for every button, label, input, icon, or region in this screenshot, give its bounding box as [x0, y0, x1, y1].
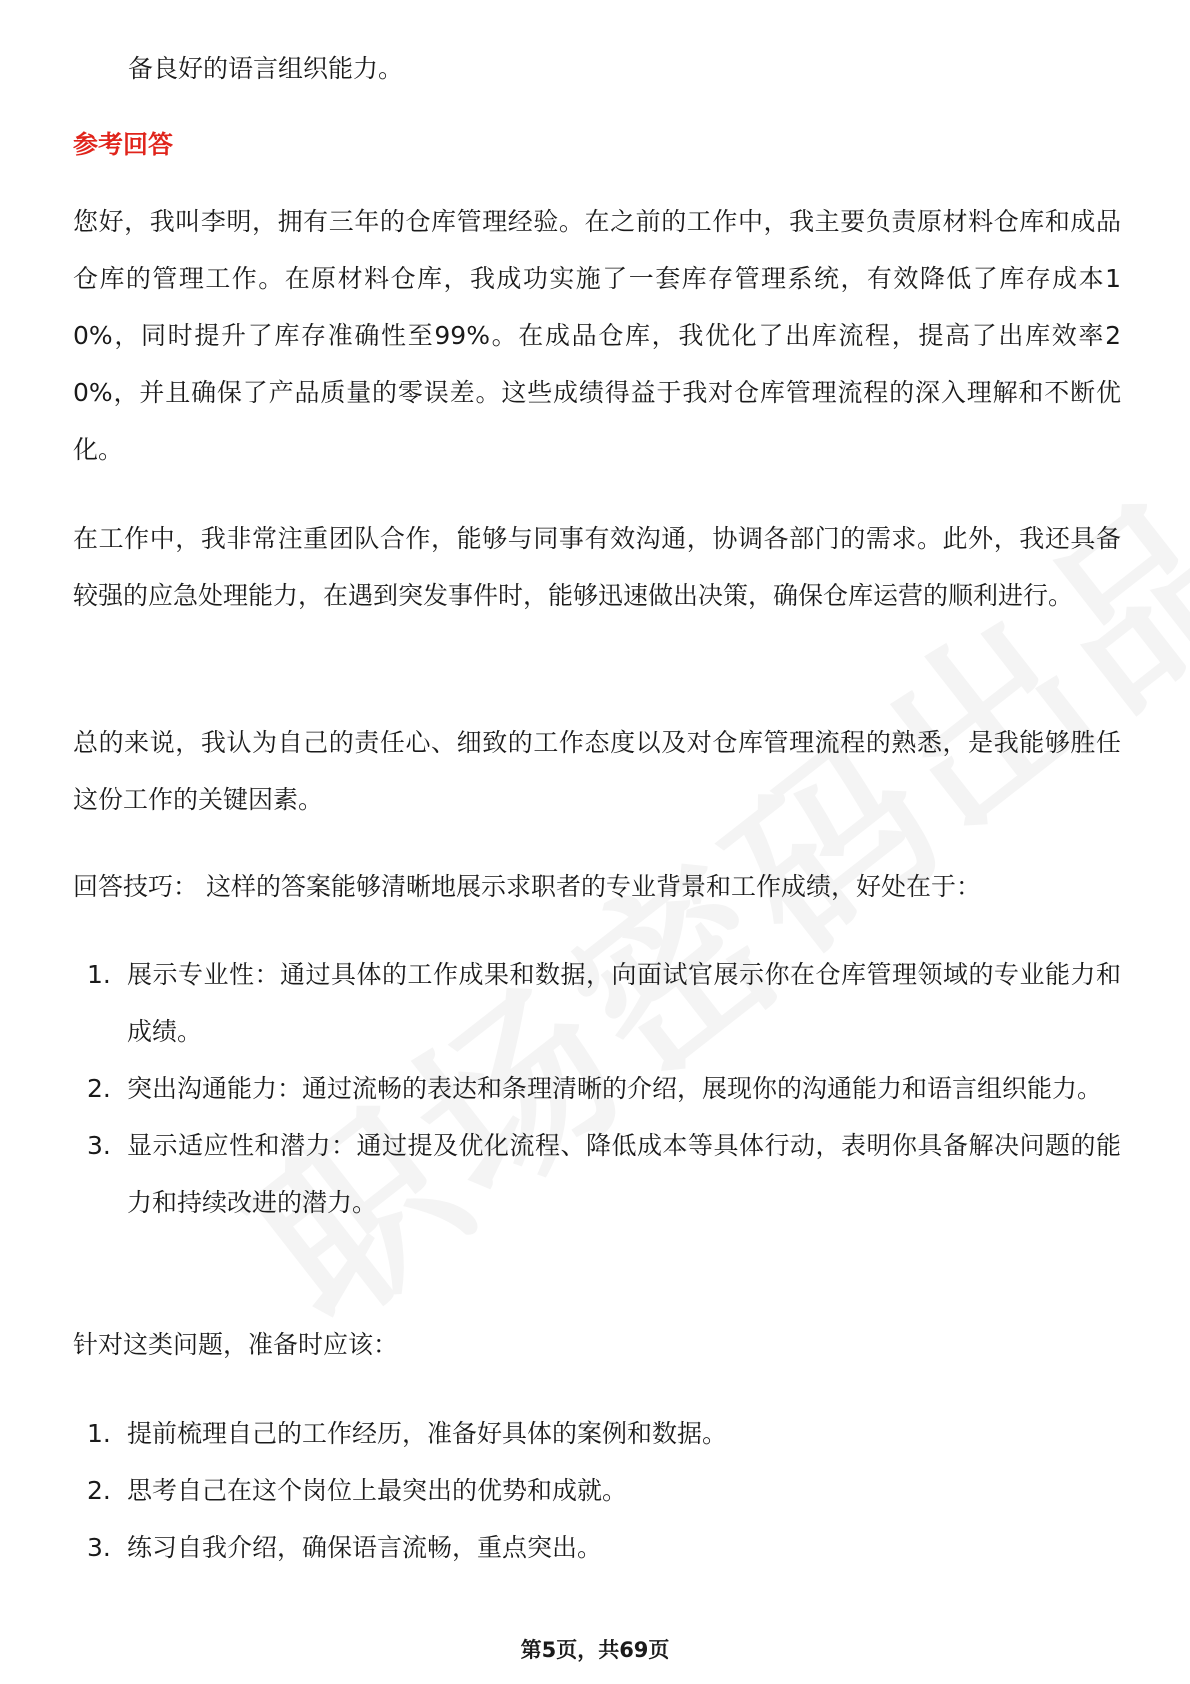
continued-line: 备良好的语言组织能力。 — [128, 54, 404, 83]
prep-intro: 针对这类问题，准备时应该： — [73, 1330, 399, 1359]
list-item — [73, 1060, 1121, 1117]
list-item-text: 展示专业性：通过具体的工作成果和数据，向面试官展示你在仓库管理领域的专业能力和成绩。 — [127, 960, 1121, 1046]
list-item-text: 练习自我介绍，确保语言流畅，重点突出。 — [127, 1533, 603, 1562]
list-item-text: 突出沟通能力：通过流畅的表达和条理清晰的介绍，展现你的沟通能力和语言组织能力。 — [127, 1074, 1103, 1103]
list-item-text: 提前梳理自己的工作经历，准备好具体的案例和数据。 — [127, 1419, 728, 1448]
list-number: 2. — [87, 1074, 111, 1103]
list-number: 2. — [87, 1476, 111, 1505]
section-heading: 参考回答 — [73, 130, 174, 159]
answer-paragraph-1: 您好，我叫李明，拥有三年的仓库管理经验。在之前的工作中，我主要负责原材料仓库和成品仓库的管理工作。在原材料仓库，我成功实施了一套库存管理系统，有效降低了库存成本10%，同时提升了库存准确性至99%。在成品仓库，我优化了出库流程，提高了出库效率20%，并且确保了产品质量的零误差。这些成绩得益于我对仓库管理流程的深入理解和不断优化。 — [73, 207, 1121, 464]
list-number: 1. — [87, 1419, 111, 1448]
list-item — [73, 1117, 1121, 1231]
answer-paragraph-2: 在工作中，我非常注重团队合作，能够与同事有效沟通，协调各部门的需求。此外，我还具备较强的应急处理能力，在遇到突发事件时，能够迅速做出决策，确保仓库运营的顺利进行。 — [73, 524, 1121, 610]
list-number: 3. — [87, 1131, 111, 1160]
page-footer: 第5页，共69页 — [520, 1638, 670, 1662]
prep-list — [73, 1405, 1121, 1576]
list-number: 1. — [87, 960, 111, 989]
list-item — [73, 1519, 1121, 1576]
list-item — [73, 946, 1121, 1060]
tips-intro: 回答技巧： 这样的答案能够清晰地展示求职者的专业背景和工作成绩，好处在于： — [73, 872, 981, 901]
list-item — [73, 1405, 1121, 1462]
list-item-text: 显示适应性和潜力：通过提及优化流程、降低成本等具体行动，表明你具备解决问题的能力和持续改进的潜力。 — [127, 1131, 1121, 1217]
tips-list — [73, 946, 1121, 1231]
list-item-text: 思考自己在这个岗位上最突出的优势和成就。 — [127, 1476, 628, 1505]
answer-paragraph-3: 总的来说，我认为自己的责任心、细致的工作态度以及对仓库管理流程的熟悉，是我能够胜任这份工作的关键因素。 — [73, 728, 1121, 814]
list-item — [73, 1462, 1121, 1519]
list-number: 3. — [87, 1533, 111, 1562]
